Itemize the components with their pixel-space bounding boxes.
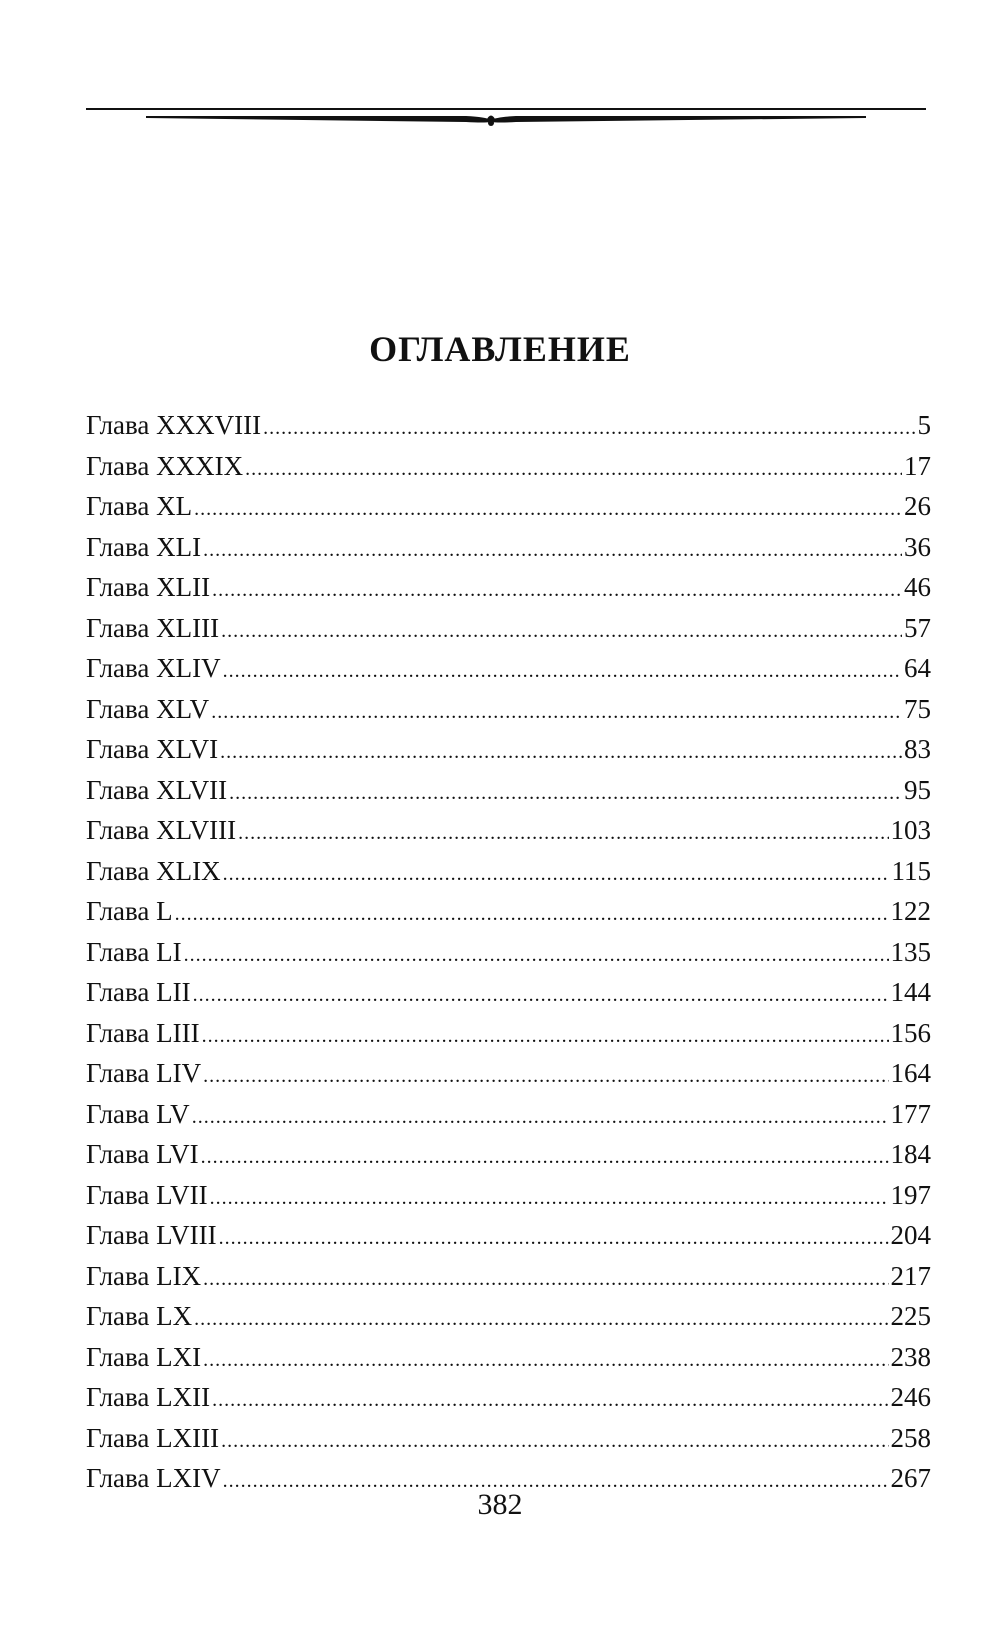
toc-entry-page: 177 xyxy=(890,1098,931,1129)
toc-entry-label: Глава XLI xyxy=(86,531,202,562)
toc-entry[interactable] xyxy=(86,1296,931,1337)
toc-entry-label: Глава LIV xyxy=(86,1058,202,1088)
toc-entry-label: Глава XLVII xyxy=(86,774,228,805)
toc-entry-page: 103 xyxy=(890,815,931,845)
toc-entry-label: Глава XLV xyxy=(86,693,210,724)
toc-entry[interactable] xyxy=(86,932,931,973)
toc-entry[interactable] xyxy=(86,608,931,649)
toc-entry[interactable] xyxy=(86,527,931,568)
toc-entry-page: 267 xyxy=(890,1463,931,1493)
toc-entry-page: 115 xyxy=(891,855,931,886)
toc-entry[interactable] xyxy=(86,1418,931,1459)
toc-dot-leader xyxy=(229,773,902,814)
toc-dot-leader xyxy=(193,975,889,1016)
toc-entry[interactable] xyxy=(86,1377,931,1418)
toc-entry-page: 135 xyxy=(890,936,931,967)
toc-entry-label: Глава LVIII xyxy=(86,1220,217,1250)
toc-entry-page: 17 xyxy=(904,450,931,481)
toc-entry-label: Глава XXXVIII xyxy=(86,410,262,440)
toc-dot-leader xyxy=(203,1056,888,1097)
toc-entry-label: Глава LIX xyxy=(86,1260,202,1291)
toc-entry[interactable] xyxy=(86,810,931,851)
toc-entry[interactable] xyxy=(86,648,931,689)
toc-entry-page: 217 xyxy=(890,1260,931,1291)
toc-entry-label: Глава LXIII xyxy=(86,1422,220,1453)
toc-entry-page: 204 xyxy=(890,1220,931,1250)
toc-entry[interactable] xyxy=(86,851,931,892)
toc-entry-page: 225 xyxy=(890,1301,931,1331)
toc-entry-label: Глава LV xyxy=(86,1098,190,1129)
toc-entry[interactable] xyxy=(86,486,931,527)
toc-entry[interactable] xyxy=(86,1094,931,1135)
toc-dot-leader xyxy=(245,449,902,490)
toc-entry[interactable] xyxy=(86,1013,931,1054)
toc-entry-label: Глава LVI xyxy=(86,1139,199,1169)
toc-entry[interactable] xyxy=(86,405,931,446)
toc-entry-page: 83 xyxy=(904,734,931,764)
toc-dot-leader xyxy=(194,489,902,530)
toc-entry[interactable] xyxy=(86,1134,931,1175)
toc-dot-leader xyxy=(212,570,902,611)
toc-dot-leader xyxy=(175,894,889,935)
toc-dot-leader xyxy=(203,530,902,571)
toc-entry-page: 46 xyxy=(904,572,931,602)
page-title: ОГЛАВЛЕНИЕ xyxy=(369,329,631,369)
toc-dot-leader xyxy=(220,732,902,773)
toc-dot-leader xyxy=(223,651,902,692)
toc-dot-leader xyxy=(221,1421,888,1462)
toc-entry-page: 75 xyxy=(904,693,931,724)
toc-entry-page: 246 xyxy=(890,1382,931,1412)
toc-dot-leader xyxy=(184,935,889,976)
toc-entry-label: Глава XLIII xyxy=(86,612,220,643)
toc-dot-leader xyxy=(238,813,888,854)
toc-entry[interactable] xyxy=(86,770,931,811)
toc-entry-label: Глава XLII xyxy=(86,572,211,602)
toc-entry-label: Глава L xyxy=(86,896,173,926)
toc-entry-page: 197 xyxy=(890,1179,931,1210)
toc-entry[interactable] xyxy=(86,729,931,770)
toc-entry-page: 164 xyxy=(890,1058,931,1088)
page-number: 382 xyxy=(477,1488,523,1521)
toc-dot-leader xyxy=(202,1016,889,1057)
toc-entry-page: 57 xyxy=(904,612,931,643)
toc-entry[interactable] xyxy=(86,689,931,730)
toc-entry-page: 258 xyxy=(890,1422,931,1453)
toc-dot-leader xyxy=(194,1299,888,1340)
toc-entry[interactable] xyxy=(86,567,931,608)
toc-dot-leader xyxy=(223,854,890,895)
toc-entry-label: Глава LXI xyxy=(86,1341,202,1372)
toc-entry-page: 156 xyxy=(890,1017,931,1048)
toc-entry-label: Глава XLIX xyxy=(86,855,221,886)
toc-dot-leader xyxy=(201,1137,889,1178)
toc-dot-leader xyxy=(203,1259,888,1300)
toc-entry-label: Глава LVII xyxy=(86,1179,208,1210)
toc-dot-leader xyxy=(219,1218,889,1259)
toc-dot-leader xyxy=(221,611,902,652)
toc-dot-leader xyxy=(263,408,915,449)
toc-entry[interactable] xyxy=(86,1053,931,1094)
toc-entry-page: 36 xyxy=(904,531,931,562)
toc-entry-label: Глава LXII xyxy=(86,1382,211,1412)
toc-entry[interactable] xyxy=(86,891,931,932)
toc-entry-label: Глава XXXIX xyxy=(86,450,244,481)
toc-dot-leader xyxy=(211,692,902,733)
toc-entry[interactable] xyxy=(86,1337,931,1378)
toc-entry-page: 184 xyxy=(890,1139,931,1169)
toc-entry-page: 95 xyxy=(904,774,931,805)
toc-dot-leader xyxy=(203,1340,888,1381)
toc-entry-label: Глава LX xyxy=(86,1301,193,1331)
toc-entry-label: Глава XLVI xyxy=(86,734,219,764)
toc-dot-leader xyxy=(212,1380,888,1421)
toc-entry-page: 5 xyxy=(917,410,931,440)
toc-entry-label: Глава LXIV xyxy=(86,1463,221,1493)
toc-dot-leader xyxy=(192,1097,889,1138)
toc-entry-label: Глава LII xyxy=(86,977,191,1007)
toc-entry-label: Глава XLIV xyxy=(86,653,221,683)
toc-entry-label: Глава XL xyxy=(86,491,193,521)
toc-entry-label: Глава LIII xyxy=(86,1017,200,1048)
toc-entry[interactable] xyxy=(86,1215,931,1256)
toc-entry-page: 144 xyxy=(890,977,931,1007)
toc-entry[interactable] xyxy=(86,1256,931,1297)
toc-entry-page: 64 xyxy=(904,653,931,683)
toc-dot-leader xyxy=(210,1178,889,1219)
toc-entry[interactable] xyxy=(86,972,931,1013)
toc-entry-label: Глава XLVIII xyxy=(86,815,237,845)
table-of-contents xyxy=(86,405,931,1499)
toc-entry-page: 122 xyxy=(890,896,931,926)
toc-entry-page: 26 xyxy=(904,491,931,521)
toc-entry[interactable] xyxy=(86,446,931,487)
decorative-rule-icon xyxy=(86,104,926,134)
toc-entry-label: Глава LI xyxy=(86,936,182,967)
toc-entry-page: 238 xyxy=(890,1341,931,1372)
toc-entry[interactable] xyxy=(86,1175,931,1216)
